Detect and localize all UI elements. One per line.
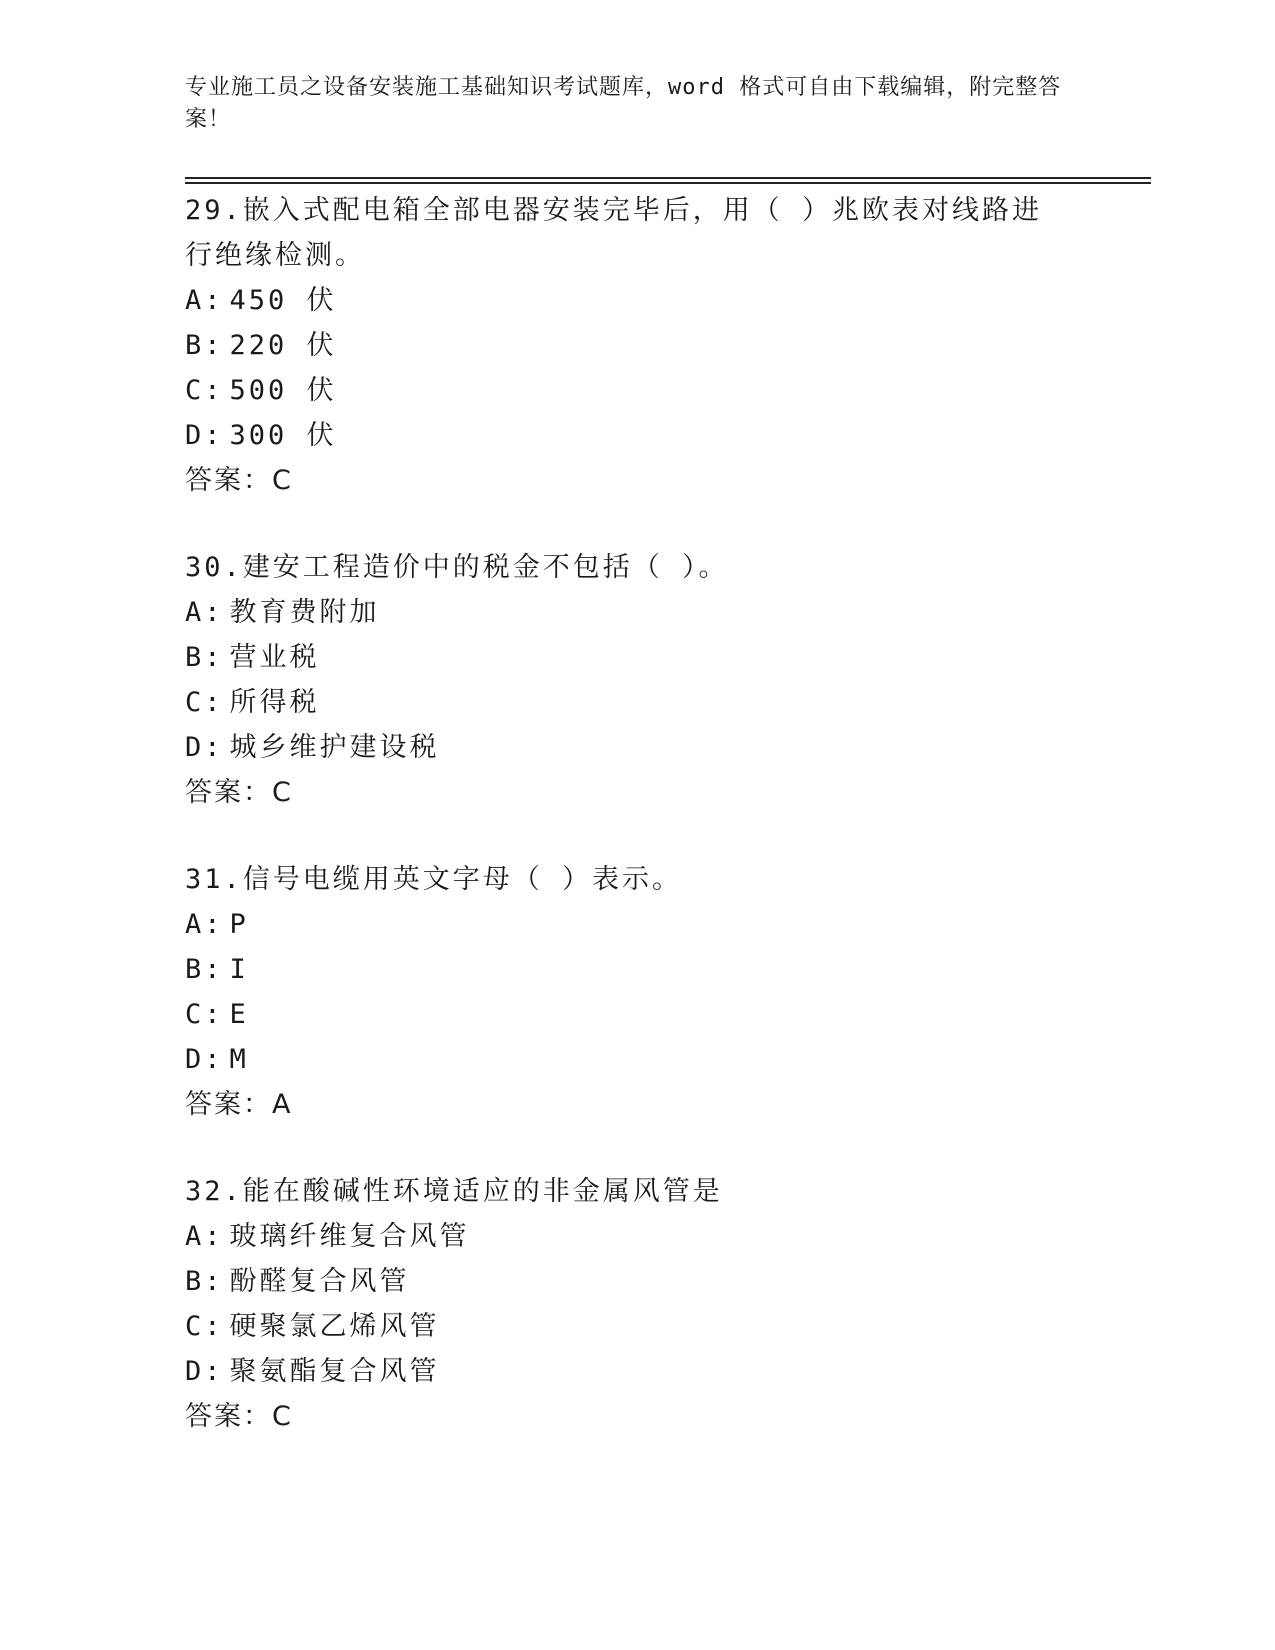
option-text: E xyxy=(229,999,249,1030)
option-text: 500 伏 xyxy=(229,375,337,406)
option-key: A: xyxy=(185,1221,224,1252)
option-text: 聚氨酯复合风管 xyxy=(229,1356,440,1387)
option-key: D: xyxy=(185,1356,224,1387)
option-b xyxy=(185,635,1065,680)
option-key: B: xyxy=(185,954,224,985)
question-stem: 32.能在酸碱性环境适应的非金属风管是 xyxy=(185,1176,723,1207)
option-a xyxy=(185,278,1065,323)
option-text: 城乡维护建设税 xyxy=(229,732,440,763)
option-key: A: xyxy=(185,285,224,316)
question-31 xyxy=(185,857,1065,1127)
option-key: D: xyxy=(185,732,224,763)
option-c xyxy=(185,992,1065,1037)
question-30 xyxy=(185,545,1065,815)
option-text: 300 伏 xyxy=(229,420,337,451)
question-stem: 29.嵌入式配电箱全部电器安装完毕后，用（ ）兆欧表对线路进行绝缘检测。 xyxy=(185,195,1043,271)
option-text: 营业税 xyxy=(229,642,320,673)
option-key: D: xyxy=(185,420,224,451)
question-29 xyxy=(185,188,1065,503)
option-text: P xyxy=(229,909,249,940)
option-key: C: xyxy=(185,375,224,406)
option-key: C: xyxy=(185,1311,224,1342)
question-32 xyxy=(185,1169,1065,1439)
option-text: 玻璃纤维复合风管 xyxy=(229,1221,470,1252)
header-divider-bottom xyxy=(185,182,1151,184)
answer-label: 答案：C xyxy=(185,465,293,496)
option-text: 硬聚氯乙烯风管 xyxy=(229,1311,440,1342)
option-d xyxy=(185,413,1065,458)
option-d xyxy=(185,1349,1065,1394)
option-c xyxy=(185,680,1065,725)
question-stem: 30.建安工程造价中的税金不包括（ ）。 xyxy=(185,552,729,583)
option-b xyxy=(185,1259,1065,1304)
option-a xyxy=(185,1214,1065,1259)
option-b xyxy=(185,947,1065,992)
option-key: B: xyxy=(185,330,224,361)
header-divider-top xyxy=(185,177,1151,179)
answer-label: 答案：C xyxy=(185,1401,293,1432)
option-key: C: xyxy=(185,999,224,1030)
option-key: D: xyxy=(185,1044,224,1075)
option-key: B: xyxy=(185,1266,224,1297)
option-c xyxy=(185,368,1065,413)
option-text: 酚醛复合风管 xyxy=(229,1266,410,1297)
option-b xyxy=(185,323,1065,368)
option-d xyxy=(185,1037,1065,1082)
option-a xyxy=(185,590,1065,635)
question-stem: 31.信号电缆用英文字母（ ）表示。 xyxy=(185,864,683,895)
option-text: 450 伏 xyxy=(229,285,337,316)
option-text: M xyxy=(229,1044,249,1075)
option-text: 220 伏 xyxy=(229,330,337,361)
option-key: C: xyxy=(185,687,224,718)
question-list xyxy=(185,188,1065,1481)
option-text: I xyxy=(229,954,249,985)
option-c xyxy=(185,1304,1065,1349)
option-key: B: xyxy=(185,642,224,673)
option-text: 教育费附加 xyxy=(229,597,380,628)
document-header: 专业施工员之设备安装施工基础知识考试题库，word 格式可自由下载编辑，附完整答案！ xyxy=(185,75,1062,132)
option-d xyxy=(185,725,1065,770)
answer-label: 答案：C xyxy=(185,777,293,808)
option-key: A: xyxy=(185,909,224,940)
answer-label: 答案：A xyxy=(185,1089,293,1120)
option-a xyxy=(185,902,1065,947)
option-text: 所得税 xyxy=(229,687,320,718)
option-key: A: xyxy=(185,597,224,628)
